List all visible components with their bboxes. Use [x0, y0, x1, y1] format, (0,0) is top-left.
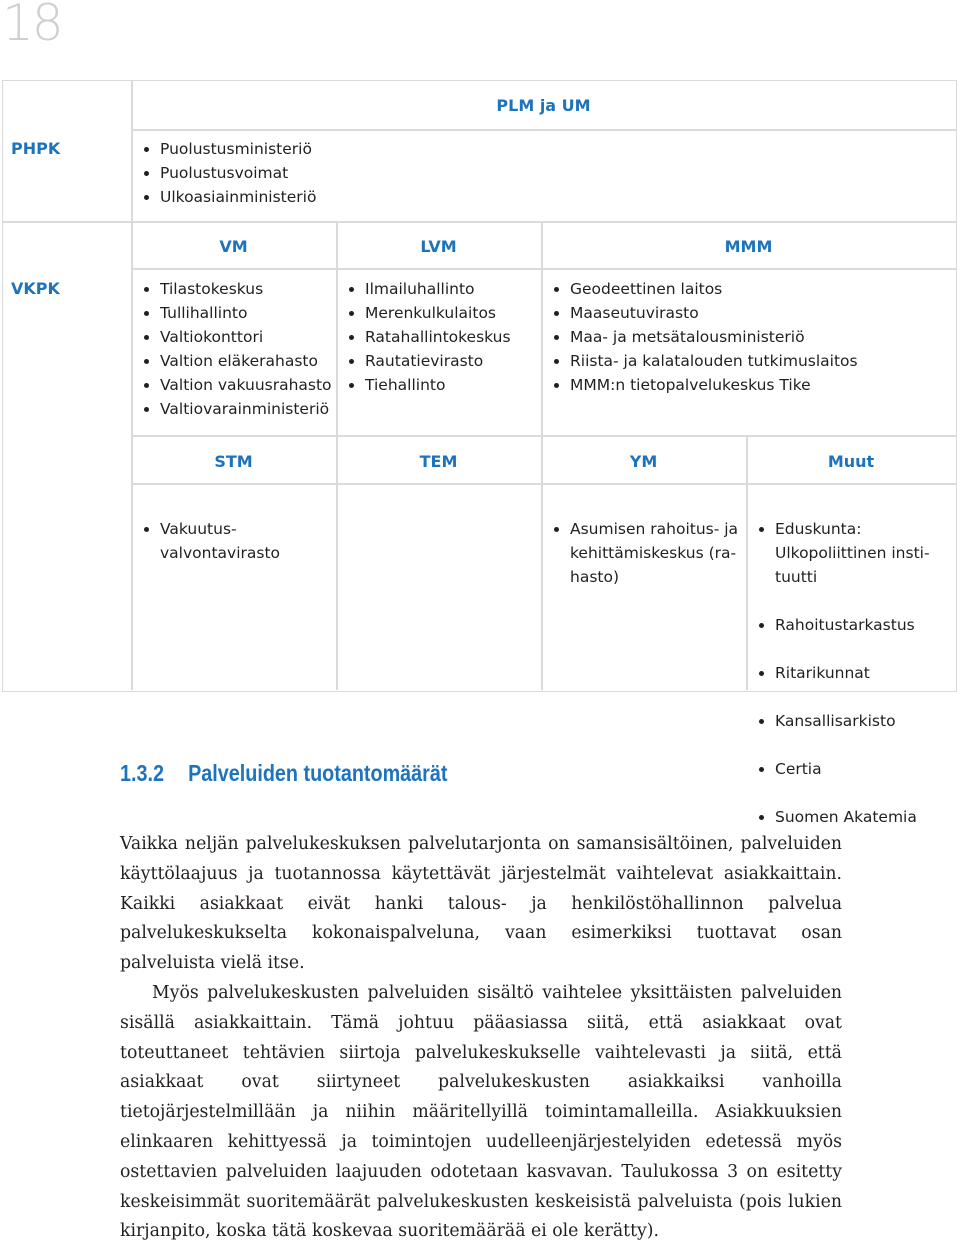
list-item: Puolustusministeriö — [141, 137, 331, 161]
list-item: Puolustusvoimat — [141, 161, 331, 185]
row-label-vkpk: VKPK — [11, 279, 60, 298]
row-divider — [3, 221, 956, 223]
list-item: Suomen Akatemia — [756, 805, 954, 829]
paragraph: Myös palvelukeskusten palveluiden sisältö vaihtelee yksittäisten palveluiden sisällä asiakkaittain. Tämä johtuu pääasiassa siitä, että asiakkaat ovat toteuttaneet tehtävien siirtoja palvelukeskukselle vaihtelevasti ja siitä, että asiakkaat ovat siirtyneet palvelukeskusten asiakkaiksi vanhoilla tietojärjestelmillään ja niihin määritellyillä toimintamalleilla. Asiakkuuksien elinkaaren kehittyessä ja toimintojen uudelleenjärjestelyiden edetessä myös ostettavien palveluiden laajuuden odotetaan kasvavan. Taulukossa 3 on esitetty keskeisimmät suoritemäärät palvelukeskusten keskeisistä palveluista (pois lukien kirjanpito, koska tätä koskevaa suoritemäärää ei ole kerätty). — [120, 982, 842, 1242]
row-divider — [131, 435, 956, 437]
header-ym: YM — [629, 452, 658, 471]
list-item: Rahoitustarkastus — [756, 613, 954, 637]
list-mmm — [551, 277, 951, 397]
list-item: Geodeettinen laitos — [551, 277, 951, 301]
header-muut: Muut — [827, 452, 875, 471]
row-divider — [131, 268, 956, 270]
section-number: 1.3.2 — [120, 760, 164, 786]
list-item: Rautatievirasto — [346, 349, 538, 373]
list-item: Ratahallintokeskus — [346, 325, 538, 349]
row-label-phpk: PHPK — [11, 139, 61, 158]
list-ym — [551, 493, 743, 613]
list-item: Ritarikunnat — [756, 661, 954, 685]
section-title: Palveluiden tuotantomäärät — [188, 760, 448, 786]
header-tem: TEM — [419, 452, 458, 471]
list-item: Ilmailuhallinto — [346, 277, 538, 301]
list-item: Eduskunta: Ulkopoliittinen insti- tuutti — [756, 517, 954, 589]
list-item: Tilastokeskus — [141, 277, 333, 301]
list-item: Merenkulkulaitos — [346, 301, 538, 325]
list-item: Kansallisarkisto — [756, 709, 954, 733]
section-heading — [120, 760, 447, 787]
list-item: MMM:n tietopalvelukeskus Tike — [551, 373, 951, 397]
header-mmm: MMM — [724, 237, 773, 256]
list-muut — [756, 493, 954, 853]
list-item: Riista- ja kalatalouden tutkimuslaitos — [551, 349, 951, 373]
list-item: Valtiovarainministeriö — [141, 397, 333, 421]
row-divider — [131, 129, 956, 131]
list-item: Valtiokonttori — [141, 325, 333, 349]
body-text — [120, 830, 842, 1247]
list-item: Maa- ja metsätalousministeriö — [551, 325, 951, 349]
list-lvm — [346, 277, 538, 397]
list-vm — [141, 277, 333, 421]
list-item: Valtion eläkerahasto — [141, 349, 333, 373]
list-item: Tullihallinto — [141, 301, 333, 325]
list-phpk — [141, 137, 331, 209]
list-item: Tiehallinto — [346, 373, 538, 397]
header-vm: VM — [219, 237, 248, 256]
paragraph: Vaikka neljän palvelukeskuksen palvelutarjonta on samansisältöinen, palveluiden käyttölaajuus ja tuotannossa käytettävät järjestelmät vaihtelevat asiakkaittain. Kaikki asiakkaat eivät hanki talous- ja henkilöstöhallinnon palvelua palvelukeskukselta kokonaispalveluna, vaan esimerkiksi tuottavat osan palveluista vielä itse. — [120, 834, 842, 974]
list-item: Vakuutus- valvontavirasto — [141, 517, 333, 565]
page-number: 18 — [2, 0, 62, 52]
list-item: Asumisen rahoitus- ja kehittämiskeskus (ra- hasto) — [551, 517, 743, 589]
column-divider — [131, 81, 133, 690]
list-item: Maaseutuvirasto — [551, 301, 951, 325]
list-stm — [141, 493, 333, 589]
row-divider — [131, 483, 956, 485]
list-item: Valtion vakuusrahasto — [141, 373, 333, 397]
column-divider — [746, 435, 748, 690]
list-item: Ulkoasiainministeriö — [141, 185, 331, 209]
header-plm: PLM ja UM — [496, 96, 591, 115]
header-lvm: LVM — [420, 237, 457, 256]
list-item: Certia — [756, 757, 954, 781]
header-stm: STM — [214, 452, 253, 471]
